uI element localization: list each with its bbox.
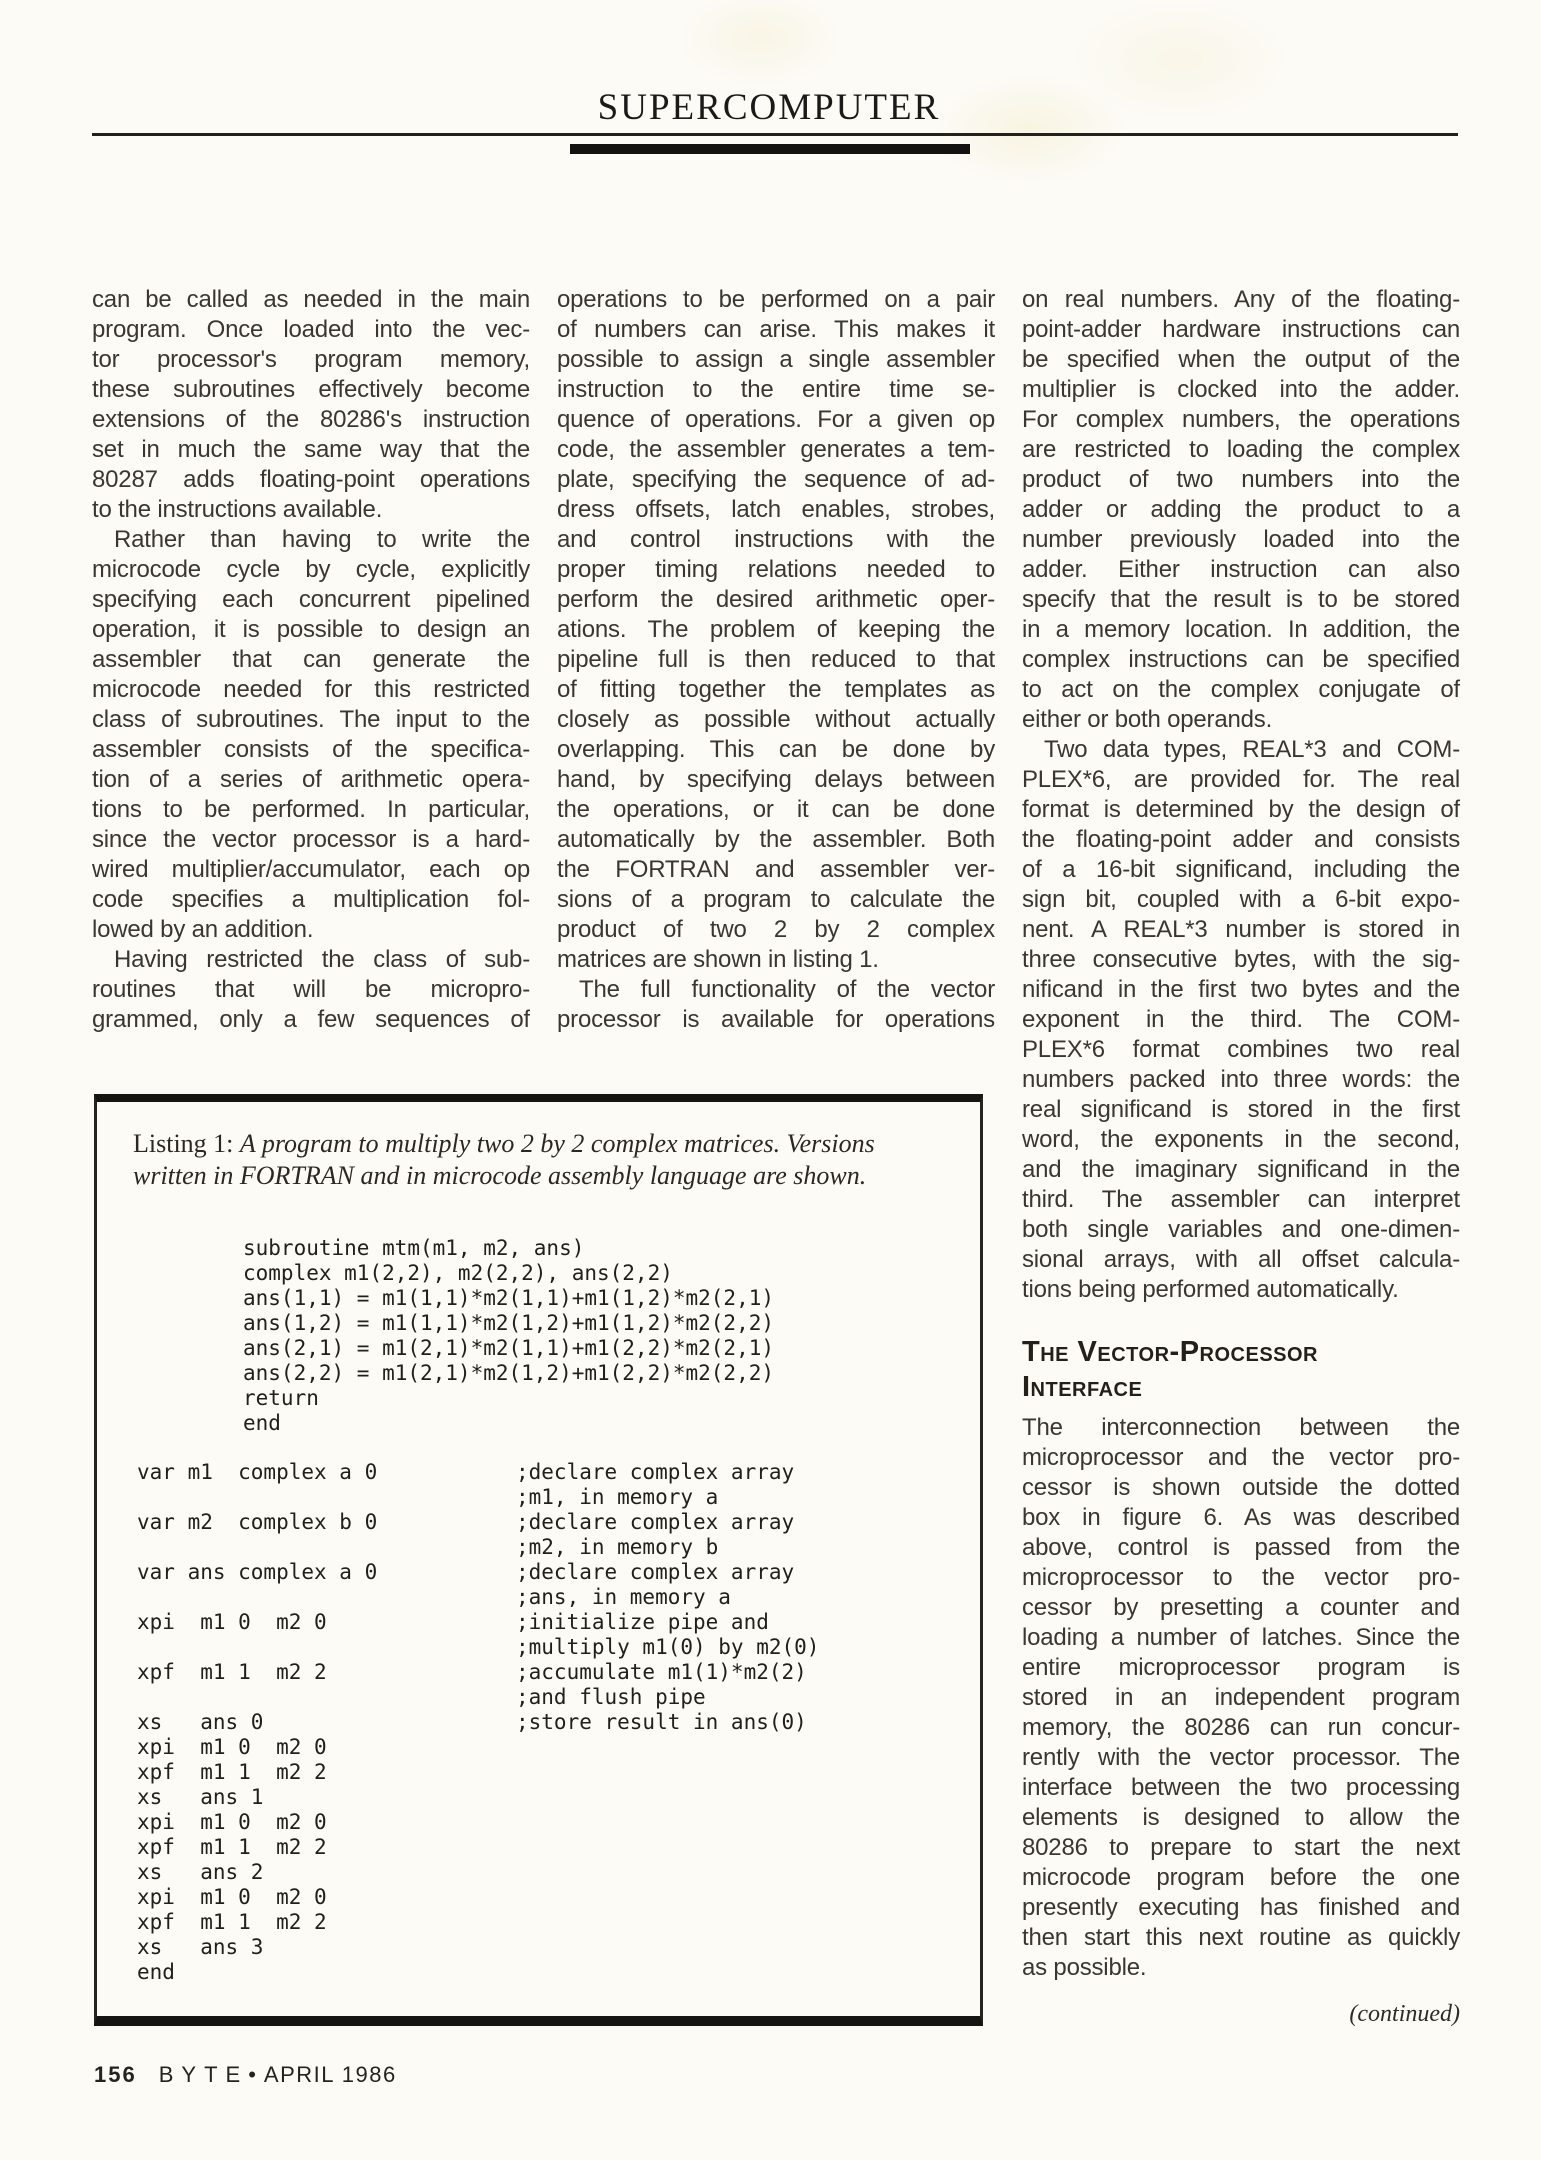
text-line: microcode program before the one — [1022, 1864, 1460, 1891]
assembly-instruction: xs ans 2 — [137, 1860, 264, 1884]
text-line: can be called as needed in the main — [92, 286, 530, 313]
fortran-code-line: ans(1,2) = m1(1,1)*m2(1,2)+m1(1,2)*m2(2,2) — [243, 1311, 775, 1335]
assembly-comment: ;m2, in memory b — [516, 1535, 719, 1559]
text-line: numbers packed into three words: the — [1022, 1066, 1460, 1093]
text-line: The full functionality of the vector — [579, 976, 995, 1003]
text-line: format is determined by the design of — [1022, 796, 1460, 823]
text-line: automatically by the assembler. Both — [557, 826, 995, 853]
assembly-instruction: xs ans 0 — [137, 1710, 264, 1734]
section-heading-line: The Vector-Processor — [1022, 1336, 1318, 1368]
text-line: box in figure 6. As was described — [1022, 1504, 1460, 1531]
text-line: 80286 to prepare to start the next — [1022, 1834, 1460, 1861]
assembly-row — [137, 1510, 957, 1535]
text-line: program. Once loaded into the vec- — [92, 316, 530, 343]
fortran-code-line: ans(2,1) = m1(2,1)*m2(1,1)+m1(2,2)*m2(2,1) — [243, 1336, 775, 1360]
text-line: on real numbers. Any of the floating- — [1022, 286, 1460, 313]
assembly-instruction: xs ans 1 — [137, 1785, 264, 1809]
text-line: word, the exponents in the second, — [1022, 1126, 1460, 1153]
magazine-name: BYTE — [158, 2062, 249, 2087]
text-line: memory, the 80286 can run concur- — [1022, 1714, 1460, 1741]
text-line: tions being performed automatically. — [1022, 1276, 1399, 1303]
text-line: elements is designed to allow the — [1022, 1804, 1460, 1831]
text-line: The interconnection between the — [1022, 1414, 1460, 1441]
text-line: cessor by presetting a counter and — [1022, 1594, 1460, 1621]
text-line: nent. A REAL*3 number is stored in — [1022, 916, 1460, 943]
text-line: tion of a series of arithmetic opera- — [92, 766, 530, 793]
listing-caption — [133, 1128, 933, 1192]
text-line: adder. Either instruction can also — [1022, 556, 1460, 583]
page-title: SUPERCOMPUTER — [597, 87, 941, 128]
text-line: stored in an independent program — [1022, 1684, 1460, 1711]
text-line: since the vector processor is a hard- — [92, 826, 530, 853]
text-line: adder or adding the product to a — [1022, 496, 1460, 523]
assembly-instruction: xs ans 3 — [137, 1935, 264, 1959]
assembly-row — [137, 1660, 957, 1685]
assembly-comment: ;initialize pipe and — [516, 1610, 769, 1634]
text-line: entire microprocessor program is — [1022, 1654, 1460, 1681]
text-line: number previously loaded into the — [1022, 526, 1460, 553]
assembly-instruction: var m2 complex b 0 — [137, 1510, 378, 1534]
text-line: hand, by specifying delays between — [557, 766, 995, 793]
text-line: product of two numbers into the — [1022, 466, 1460, 493]
text-line: above, control is passed from the — [1022, 1534, 1460, 1561]
assembly-comment: ;accumulate m1(1)*m2(2) — [516, 1660, 807, 1684]
text-line: cessor is shown outside the dotted — [1022, 1474, 1460, 1501]
text-line: of fitting together the templates as — [557, 676, 995, 703]
text-line: closely as possible without actually — [557, 706, 995, 733]
text-line: microprocessor and the vector pro- — [1022, 1444, 1460, 1471]
text-line: wired multiplier/accumulator, each op — [92, 856, 530, 883]
text-line: operation, it is possible to design an — [92, 616, 530, 643]
text-line: specifying each concurrent pipelined — [92, 586, 530, 613]
section-heading-line: Interface — [1022, 1371, 1143, 1403]
text-line: operations to be performed on a pair — [557, 286, 995, 313]
assembly-comment: ;store result in ans(0) — [516, 1710, 807, 1734]
assembly-comment: ;multiply m1(0) by m2(0) — [516, 1635, 820, 1659]
assembly-instruction: xpi m1 0 m2 0 — [137, 1610, 327, 1634]
text-line: these subroutines effectively become — [92, 376, 530, 403]
paragraph — [1022, 735, 1460, 1305]
text-line: assembler that can generate the — [92, 646, 530, 673]
header-accent-bar — [570, 144, 970, 154]
text-line: overlapping. This can be done by — [557, 736, 995, 763]
paragraph — [557, 975, 995, 1035]
assembly-row — [137, 1535, 957, 1560]
paragraph — [92, 945, 530, 1035]
text-line: third. The assembler can interpret — [1022, 1186, 1460, 1213]
assembly-row — [137, 1735, 957, 1760]
assembly-row — [137, 1810, 957, 1835]
footer-bullet: • — [248, 2062, 256, 2087]
text-line: assembler consists of the specifica- — [92, 736, 530, 763]
assembly-row — [137, 1560, 957, 1585]
text-line: real significand is stored in the first — [1022, 1096, 1460, 1123]
text-line: of numbers can arise. This makes it — [557, 316, 995, 343]
assembly-row — [137, 1485, 957, 1510]
text-line: exponent in the third. The COM- — [1022, 1006, 1460, 1033]
text-line: matrices are shown in listing 1. — [557, 946, 879, 973]
text-line: dress offsets, latch enables, strobes, — [557, 496, 995, 523]
assembly-comment: ;declare complex array — [516, 1560, 795, 1584]
text-line: set in much the same way that the — [92, 436, 530, 463]
text-line: code specifies a multiplication fol- — [92, 886, 530, 913]
paragraph — [1022, 1413, 1460, 1983]
assembly-row — [137, 1685, 957, 1710]
listing-caption-line-1 — [133, 1128, 933, 1160]
fortran-code-line: ans(2,2) = m1(2,1)*m2(1,2)+m1(2,2)*m2(2,2) — [243, 1361, 775, 1385]
text-line: ations. The problem of keeping the — [557, 616, 995, 643]
text-line: Two data types, REAL*3 and COM- — [1044, 736, 1460, 763]
text-line: Rather than having to write the — [114, 526, 530, 553]
paragraph — [557, 285, 995, 975]
text-line: to act on the complex conjugate of — [1022, 676, 1460, 703]
text-line: either or both operands. — [1022, 706, 1273, 733]
page-number: 156 — [94, 2062, 137, 2087]
text-line: complex instructions can be specified — [1022, 646, 1460, 673]
text-line: to the instructions available. — [92, 496, 383, 523]
assembly-code-block — [137, 1460, 957, 1985]
assembly-row — [137, 1860, 957, 1885]
text-line: sions of a program to calculate the — [557, 886, 995, 913]
listing-caption-label: Listing 1: — [133, 1129, 240, 1158]
assembly-instruction: xpf m1 1 m2 2 — [137, 1660, 327, 1684]
continued-note: (continued) — [1349, 2001, 1460, 2027]
text-line: processor is available for operations — [557, 1006, 995, 1033]
assembly-comment: ;m1, in memory a — [516, 1485, 719, 1509]
fortran-code-line: ans(1,1) = m1(1,1)*m2(1,1)+m1(1,2)*m2(2,1) — [243, 1286, 775, 1310]
header-rule — [92, 133, 1458, 136]
assembly-row — [137, 1460, 957, 1485]
fortran-code-block — [243, 1236, 774, 1436]
text-line: routines that will be micropro- — [92, 976, 530, 1003]
text-line: 80287 adds floating-point operations — [92, 466, 530, 493]
text-line: class of subroutines. The input to the — [92, 706, 530, 733]
assembly-row — [137, 1785, 957, 1810]
assembly-instruction: xpf m1 1 m2 2 — [137, 1760, 327, 1784]
text-line: proper timing relations needed to — [557, 556, 995, 583]
article-column-3 — [1022, 285, 1460, 2028]
assembly-instruction: var ans complex a 0 — [137, 1560, 378, 1584]
assembly-row — [137, 1710, 957, 1735]
text-line: the operations, or it can be done — [557, 796, 995, 823]
text-line: For complex numbers, the operations — [1022, 406, 1460, 433]
listing-caption-line-2: written in FORTRAN and in microcode assembly language are shown. — [133, 1161, 867, 1190]
paragraph — [92, 285, 530, 525]
text-line: lowed by an addition. — [92, 916, 314, 943]
text-line: quence of operations. For a given op — [557, 406, 995, 433]
assembly-row — [137, 1760, 957, 1785]
listing-caption-text: A program to multiply two 2 by 2 complex matrices. Versions — [239, 1129, 875, 1158]
page-footer — [94, 2062, 397, 2088]
paragraph — [92, 525, 530, 945]
text-line: and the imaginary significand in the — [1022, 1156, 1460, 1183]
text-line: multiplier is clocked into the adder. — [1022, 376, 1460, 403]
assembly-instruction: xpf m1 1 m2 2 — [137, 1835, 327, 1859]
assembly-instruction: xpi m1 0 m2 0 — [137, 1735, 327, 1759]
text-line: interface between the two processing — [1022, 1774, 1460, 1801]
text-line: as possible. — [1022, 1954, 1147, 1981]
assembly-instruction: var m1 complex a 0 — [137, 1460, 378, 1484]
assembly-instruction: xpi m1 0 m2 0 — [137, 1810, 327, 1834]
fortran-code-line: complex m1(2,2), m2(2,2), ans(2,2) — [243, 1261, 673, 1285]
text-line: instruction to the entire time se- — [557, 376, 995, 403]
assembly-row — [137, 1585, 957, 1610]
text-line: both single variables and one-dimen- — [1022, 1216, 1460, 1243]
text-line: the floating-point adder and consists — [1022, 826, 1460, 853]
fortran-code-line: end — [243, 1411, 281, 1435]
assembly-row — [137, 1835, 957, 1860]
text-line: specify that the result is to be stored — [1022, 586, 1460, 613]
text-line: point-adder hardware instructions can — [1022, 316, 1460, 343]
text-line: Having restricted the class of sub- — [114, 946, 530, 973]
text-line: sign bit, coupled with a 6-bit expo- — [1022, 886, 1460, 913]
assembly-instruction: xpf m1 1 m2 2 — [137, 1910, 327, 1934]
assembly-row — [137, 1635, 957, 1660]
text-line: product of two 2 by 2 complex — [557, 916, 995, 943]
assembly-instruction: end — [137, 1960, 175, 1984]
fortran-code-line: subroutine mtm(m1, m2, ans) — [243, 1236, 585, 1260]
text-line: tions to be performed. In particular, — [92, 796, 530, 823]
text-line: possible to assign a single assembler — [557, 346, 995, 373]
text-line: then start this next routine as quickly — [1022, 1924, 1460, 1951]
text-line: sional arrays, with all offset calcula- — [1022, 1246, 1460, 1273]
text-line: the FORTRAN and assembler ver- — [557, 856, 995, 883]
assembly-comment: ;ans, in memory a — [516, 1585, 731, 1609]
assembly-instruction: xpi m1 0 m2 0 — [137, 1885, 327, 1909]
text-line: loading a number of latches. Since the — [1022, 1624, 1460, 1651]
text-line: microcode cycle by cycle, explicitly — [92, 556, 530, 583]
text-line: are restricted to loading the complex — [1022, 436, 1460, 463]
assembly-row — [137, 1610, 957, 1635]
text-line: pipeline full is then reduced to that — [557, 646, 995, 673]
text-line: rently with the vector processor. The — [1022, 1744, 1460, 1771]
issue-date: APRIL 1986 — [263, 2062, 397, 2087]
paragraph — [1022, 285, 1460, 735]
text-line: nificand in the first two bytes and the — [1022, 976, 1460, 1003]
assembly-row — [137, 1885, 957, 1910]
assembly-comment: ;declare complex array — [516, 1510, 795, 1534]
assembly-row — [137, 1935, 957, 1960]
text-line: PLEX*6 format combines two real — [1022, 1036, 1460, 1063]
text-line: presently executing has finished and — [1022, 1894, 1460, 1921]
text-line: of a 16-bit significand, including the — [1022, 856, 1460, 883]
assembly-row — [137, 1910, 957, 1935]
text-line: microcode needed for this restricted — [92, 676, 530, 703]
text-line: be specified when the output of the — [1022, 346, 1460, 373]
text-line: PLEX*6, are provided for. The real — [1022, 766, 1460, 793]
assembly-comment: ;declare complex array — [516, 1460, 795, 1484]
text-line: grammed, only a few sequences of — [92, 1006, 530, 1033]
section-heading — [1022, 1335, 1460, 1405]
assembly-row — [137, 1960, 957, 1985]
text-line: tor processor's program memory, — [92, 346, 530, 373]
text-line: perform the desired arithmetic oper- — [557, 586, 995, 613]
assembly-comment: ;and flush pipe — [516, 1685, 706, 1709]
listing-box — [94, 1094, 983, 2026]
text-line: code, the assembler generates a tem- — [557, 436, 995, 463]
text-line: and control instructions with the — [557, 526, 995, 553]
text-line: plate, specifying the sequence of ad- — [557, 466, 995, 493]
fortran-code-line: return — [243, 1386, 319, 1410]
text-line: microprocessor to the vector pro- — [1022, 1564, 1460, 1591]
text-line: in a memory location. In addition, the — [1022, 616, 1460, 643]
text-line: extensions of the 80286's instruction — [92, 406, 530, 433]
text-line: three consecutive bytes, with the sig- — [1022, 946, 1460, 973]
